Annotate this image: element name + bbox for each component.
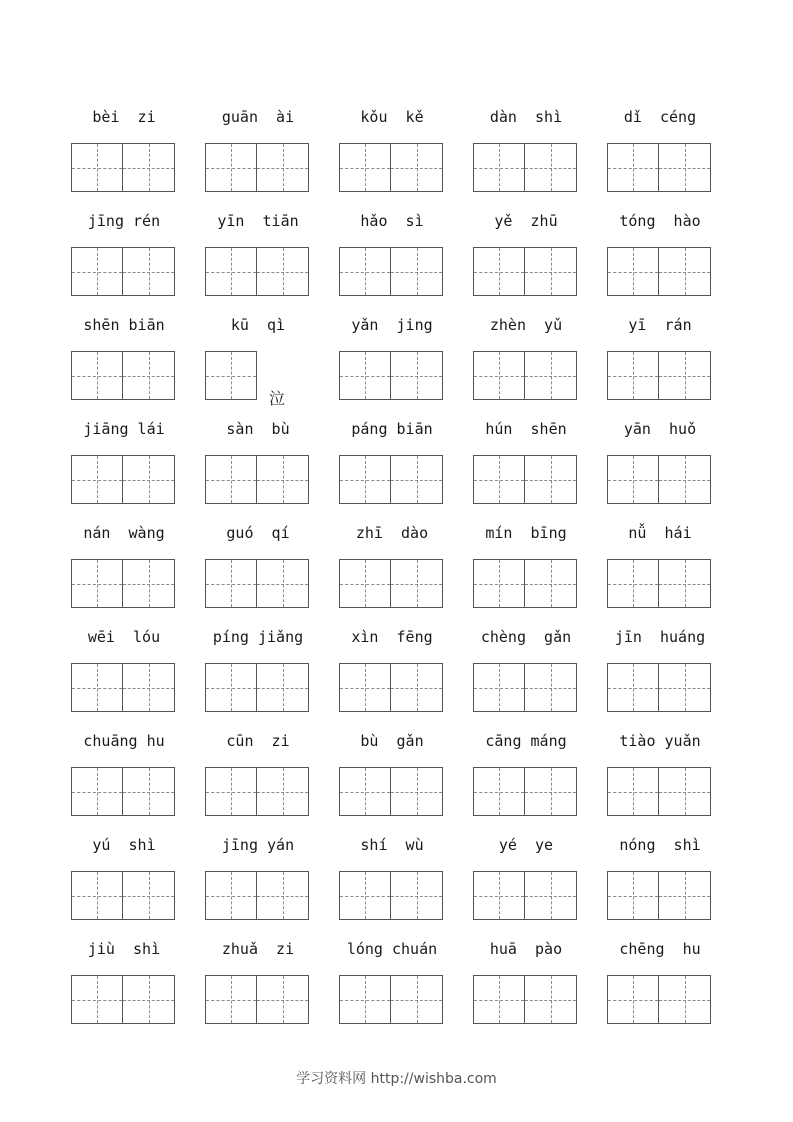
word-item: [57, 832, 191, 936]
tianzige-box[interactable]: [607, 559, 659, 608]
pinyin-label: sàn bù: [226, 420, 290, 438]
writing-boxes: [205, 663, 309, 712]
tianzige-box[interactable]: [525, 871, 577, 920]
tianzige-box[interactable]: [659, 871, 711, 920]
tianzige-box[interactable]: [525, 559, 577, 608]
writing-boxes: [205, 975, 309, 1024]
tianzige-box[interactable]: [339, 767, 391, 816]
pinyin-label: bèi zi: [92, 108, 156, 126]
pinyin-label: cūn zi: [226, 732, 290, 750]
worksheet-row: [57, 728, 737, 832]
writing-boxes: [339, 975, 443, 1024]
word-item: [459, 520, 593, 624]
pinyin-label: chuāng hu: [83, 732, 165, 750]
writing-boxes: [607, 351, 711, 400]
worksheet-row: [57, 520, 737, 624]
tianzige-box[interactable]: [473, 455, 525, 504]
pinyin-label: zhuǎ zi: [221, 940, 295, 958]
tianzige-box[interactable]: [123, 975, 175, 1024]
pinyin-label: tóng hào: [619, 212, 701, 230]
writing-boxes: [339, 247, 443, 296]
tianzige-box[interactable]: [391, 871, 443, 920]
word-item: [459, 416, 593, 520]
pinyin-label: hún shēn: [485, 420, 567, 438]
writing-boxes: [339, 455, 443, 504]
word-item: [459, 104, 593, 208]
writing-boxes: [205, 871, 309, 920]
writing-boxes: [71, 767, 175, 816]
worksheet-row: [57, 208, 737, 312]
word-item: [191, 936, 325, 1040]
tianzige-box[interactable]: [71, 143, 123, 192]
writing-boxes: [71, 975, 175, 1024]
tianzige-box[interactable]: [71, 247, 123, 296]
word-item: [191, 104, 325, 208]
tianzige-box[interactable]: [525, 663, 577, 712]
writing-boxes: [473, 247, 577, 296]
tianzige-box[interactable]: [473, 247, 525, 296]
tianzige-box[interactable]: [525, 247, 577, 296]
writing-boxes: [473, 767, 577, 816]
word-item: [191, 520, 325, 624]
tianzige-box[interactable]: [257, 559, 309, 608]
writing-boxes: [607, 663, 711, 712]
pinyin-label: yī rán: [628, 316, 692, 334]
tianzige-box[interactable]: [257, 247, 309, 296]
writing-boxes: [473, 559, 577, 608]
tianzige-box[interactable]: [607, 351, 659, 400]
pinyin-label: páng biān: [351, 420, 433, 438]
word-item: [459, 312, 593, 416]
tianzige-box[interactable]: [473, 767, 525, 816]
worksheet-row: [57, 416, 737, 520]
tianzige-box[interactable]: [123, 247, 175, 296]
pinyin-label: mín bīng: [485, 524, 567, 542]
tianzige-box[interactable]: [607, 975, 659, 1024]
writing-boxes: [339, 351, 443, 400]
word-item: [325, 832, 459, 936]
word-item: [325, 728, 459, 832]
pinyin-label: jīn huáng: [614, 628, 706, 646]
tianzige-box[interactable]: [659, 247, 711, 296]
tianzige-box[interactable]: [257, 455, 309, 504]
pinyin-label: lóng chuán: [346, 940, 438, 958]
writing-boxes: [473, 663, 577, 712]
pinyin-label: jiāng lái: [83, 420, 165, 438]
tianzige-box[interactable]: [339, 247, 391, 296]
tianzige-box[interactable]: [659, 455, 711, 504]
tianzige-box[interactable]: [123, 767, 175, 816]
footer-watermark: 学习资料网 http://wishba.com: [296, 1071, 497, 1087]
tianzige-box[interactable]: [257, 871, 309, 920]
word-item: [57, 520, 191, 624]
tianzige-box[interactable]: [659, 975, 711, 1024]
tianzige-box[interactable]: [257, 143, 309, 192]
tianzige-box[interactable]: [607, 767, 659, 816]
word-item: [57, 104, 191, 208]
pinyin-label: kū qì: [230, 316, 286, 334]
pinyin-label: chēng hu: [619, 940, 701, 958]
writing-boxes: [607, 871, 711, 920]
tianzige-box[interactable]: [71, 455, 123, 504]
word-item: [593, 208, 727, 312]
writing-boxes: [205, 351, 257, 400]
tianzige-box[interactable]: [473, 351, 525, 400]
tianzige-box[interactable]: [607, 143, 659, 192]
tianzige-box[interactable]: [205, 767, 257, 816]
word-item: [593, 832, 727, 936]
tianzige-box[interactable]: [123, 663, 175, 712]
tianzige-box[interactable]: [473, 663, 525, 712]
writing-boxes: [71, 247, 175, 296]
pinyin-grid: [57, 104, 737, 1040]
pinyin-label: huā pào: [489, 940, 563, 958]
pinyin-label: xìn fēng: [351, 628, 433, 646]
pinyin-label: jiù shì: [87, 940, 161, 958]
word-item: [459, 624, 593, 728]
tianzige-box[interactable]: [257, 663, 309, 712]
word-item: [191, 832, 325, 936]
tianzige-box[interactable]: [607, 871, 659, 920]
tianzige-box[interactable]: [525, 767, 577, 816]
word-item: [191, 312, 325, 416]
word-item: [325, 312, 459, 416]
word-item: [325, 936, 459, 1040]
tianzige-box[interactable]: [205, 559, 257, 608]
worksheet-row: [57, 936, 737, 1040]
printed-hint-character: 泣: [269, 389, 286, 408]
tianzige-box[interactable]: [473, 143, 525, 192]
writing-boxes: [71, 455, 175, 504]
tianzige-box[interactable]: [607, 455, 659, 504]
writing-boxes: [473, 351, 577, 400]
word-item: [593, 520, 727, 624]
writing-boxes: [339, 871, 443, 920]
tianzige-box[interactable]: [473, 559, 525, 608]
tianzige-box[interactable]: [525, 143, 577, 192]
pinyin-label: chèng gǎn: [480, 628, 572, 646]
tianzige-box[interactable]: [391, 455, 443, 504]
pinyin-label: nǚ hái: [628, 524, 692, 542]
pinyin-label: jīng yán: [221, 836, 295, 854]
pinyin-label: yé ye: [498, 836, 554, 854]
pinyin-label: shēn biān: [83, 316, 165, 334]
tianzige-box[interactable]: [473, 871, 525, 920]
tianzige-box[interactable]: [71, 559, 123, 608]
writing-boxes: [339, 143, 443, 192]
tianzige-box[interactable]: [391, 143, 443, 192]
pinyin-label: píng jiǎng: [212, 628, 304, 646]
word-item: [459, 728, 593, 832]
word-item: [593, 936, 727, 1040]
tianzige-box[interactable]: [391, 975, 443, 1024]
tianzige-box[interactable]: [339, 351, 391, 400]
word-item: [57, 208, 191, 312]
tianzige-box[interactable]: [71, 767, 123, 816]
tianzige-box[interactable]: [391, 559, 443, 608]
tianzige-box[interactable]: [71, 871, 123, 920]
writing-boxes: [205, 767, 309, 816]
word-item: [593, 416, 727, 520]
word-item: [191, 208, 325, 312]
tianzige-box[interactable]: [71, 975, 123, 1024]
tianzige-box[interactable]: [257, 767, 309, 816]
writing-boxes: [607, 767, 711, 816]
word-item: [459, 208, 593, 312]
tianzige-box[interactable]: [71, 351, 123, 400]
writing-boxes: [339, 663, 443, 712]
worksheet-row: [57, 624, 737, 728]
writing-boxes: [473, 871, 577, 920]
word-item: [191, 728, 325, 832]
tianzige-box[interactable]: [525, 975, 577, 1024]
tianzige-box[interactable]: [205, 143, 257, 192]
tianzige-box[interactable]: [205, 351, 257, 400]
tianzige-box[interactable]: [525, 351, 577, 400]
word-item: [57, 416, 191, 520]
writing-boxes: [607, 559, 711, 608]
worksheet-row: [57, 104, 737, 208]
pinyin-label: tiào yuǎn: [619, 732, 701, 750]
pinyin-label: zhī dào: [355, 524, 429, 542]
pinyin-label: guān ài: [221, 108, 295, 126]
writing-boxes: [205, 143, 309, 192]
pinyin-label: yú shì: [92, 836, 156, 854]
writing-boxes: [339, 767, 443, 816]
word-item: [593, 104, 727, 208]
writing-boxes: [473, 143, 577, 192]
tianzige-box[interactable]: [473, 975, 525, 1024]
tianzige-box[interactable]: [391, 663, 443, 712]
word-item: [191, 416, 325, 520]
word-item: [57, 624, 191, 728]
tianzige-box[interactable]: [339, 975, 391, 1024]
tianzige-box[interactable]: [659, 559, 711, 608]
tianzige-box[interactable]: [339, 663, 391, 712]
word-item: [57, 728, 191, 832]
pinyin-label: bù gǎn: [360, 732, 424, 750]
tianzige-box[interactable]: [123, 871, 175, 920]
writing-boxes: [205, 455, 309, 504]
tianzige-box[interactable]: [205, 455, 257, 504]
writing-boxes: [339, 559, 443, 608]
tianzige-box[interactable]: [391, 247, 443, 296]
pinyin-label: cāng máng: [485, 732, 567, 750]
pinyin-label: hǎo sì: [360, 212, 424, 230]
tianzige-box[interactable]: [339, 455, 391, 504]
tianzige-box[interactable]: [391, 351, 443, 400]
writing-boxes: [71, 559, 175, 608]
word-item: [325, 520, 459, 624]
writing-boxes: [607, 247, 711, 296]
word-item: [325, 624, 459, 728]
writing-boxes: [607, 975, 711, 1024]
tianzige-box[interactable]: [607, 247, 659, 296]
writing-boxes: [205, 559, 309, 608]
tianzige-box[interactable]: [205, 975, 257, 1024]
tianzige-box[interactable]: [525, 455, 577, 504]
pinyin-label: yīn tiān: [217, 212, 299, 230]
tianzige-box[interactable]: [659, 767, 711, 816]
tianzige-box[interactable]: [123, 455, 175, 504]
pinyin-label: zhèn yǔ: [489, 316, 563, 334]
pinyin-label: nóng shì: [619, 836, 701, 854]
tianzige-box[interactable]: [391, 767, 443, 816]
tianzige-box[interactable]: [123, 351, 175, 400]
tianzige-box[interactable]: [659, 351, 711, 400]
tianzige-box[interactable]: [257, 975, 309, 1024]
writing-boxes: [205, 247, 309, 296]
word-item: [325, 104, 459, 208]
tianzige-box[interactable]: [659, 663, 711, 712]
word-item: [593, 728, 727, 832]
word-item: [325, 416, 459, 520]
tianzige-box[interactable]: [339, 871, 391, 920]
pinyin-label: nán wàng: [83, 524, 165, 542]
pinyin-label: kǒu kě: [360, 108, 424, 126]
writing-boxes: [473, 455, 577, 504]
tianzige-box[interactable]: [123, 559, 175, 608]
pinyin-label: yān huǒ: [623, 420, 697, 438]
tianzige-box[interactable]: [205, 871, 257, 920]
word-item: [57, 312, 191, 416]
tianzige-box[interactable]: [205, 663, 257, 712]
pinyin-label: dǐ céng: [623, 108, 697, 126]
word-item: [459, 936, 593, 1040]
pinyin-label: wēi lóu: [87, 628, 161, 646]
word-item: [191, 624, 325, 728]
word-item: [593, 624, 727, 728]
word-item: [593, 312, 727, 416]
pinyin-label: guó qí: [226, 524, 290, 542]
tianzige-box[interactable]: [71, 663, 123, 712]
writing-boxes: [71, 663, 175, 712]
writing-boxes: [473, 975, 577, 1024]
writing-boxes: [71, 871, 175, 920]
word-item: [57, 936, 191, 1040]
worksheet-row: [57, 312, 737, 416]
tianzige-box[interactable]: [607, 663, 659, 712]
tianzige-box[interactable]: [339, 143, 391, 192]
word-item: [325, 208, 459, 312]
pinyin-label: yě zhū: [494, 212, 558, 230]
pinyin-label: shí wù: [360, 836, 424, 854]
tianzige-box[interactable]: [123, 143, 175, 192]
tianzige-box[interactable]: [339, 559, 391, 608]
writing-boxes: [71, 351, 175, 400]
word-item: [459, 832, 593, 936]
writing-boxes: [607, 143, 711, 192]
tianzige-box[interactable]: [205, 247, 257, 296]
pinyin-label: jīng rén: [87, 212, 161, 230]
writing-boxes: [607, 455, 711, 504]
writing-boxes: [71, 143, 175, 192]
worksheet-row: [57, 832, 737, 936]
tianzige-box[interactable]: [659, 143, 711, 192]
pinyin-label: yǎn jing: [351, 316, 433, 334]
pinyin-label: dàn shì: [489, 108, 563, 126]
